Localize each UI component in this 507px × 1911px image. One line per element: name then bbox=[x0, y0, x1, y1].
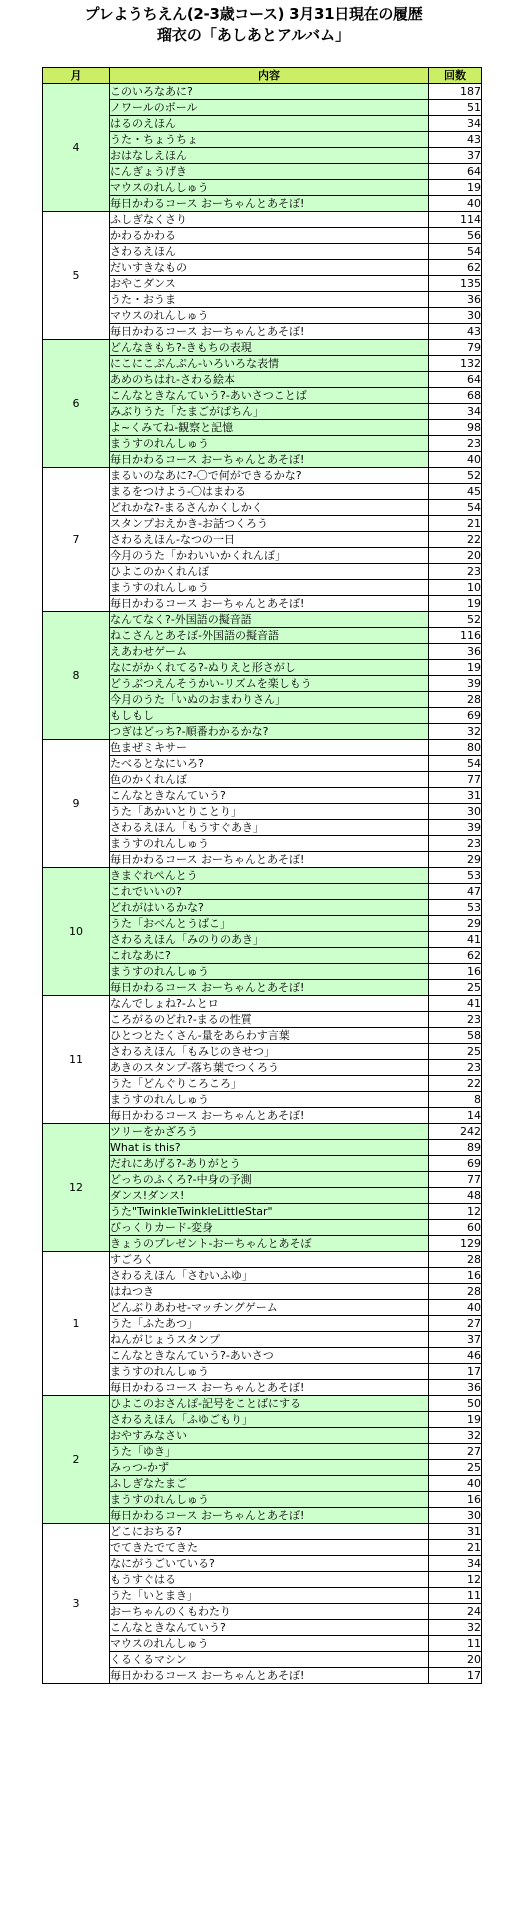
month-cell: 9 bbox=[43, 740, 110, 868]
content-cell: うた「ふたあつ」 bbox=[110, 1316, 429, 1332]
content-cell: 毎日かわるコース おーちゃんとあそぼ! bbox=[110, 196, 429, 212]
count-cell: 19 bbox=[429, 660, 482, 676]
table-row bbox=[43, 996, 482, 1012]
content-cell: こんなときなんていう?-あいさつ bbox=[110, 1348, 429, 1364]
count-cell: 62 bbox=[429, 948, 482, 964]
content-cell: はるのえほん bbox=[110, 116, 429, 132]
content-cell: まるをつけよう-〇はまわる bbox=[110, 484, 429, 500]
count-cell: 21 bbox=[429, 516, 482, 532]
count-cell: 132 bbox=[429, 356, 482, 372]
count-cell: 10 bbox=[429, 580, 482, 596]
content-cell: こんなときなんていう? bbox=[110, 1620, 429, 1636]
content-cell: うた「おべんとうばこ」 bbox=[110, 916, 429, 932]
content-cell: 色のかくれんぼ bbox=[110, 772, 429, 788]
content-cell: ひとつとたくさん-量をあらわす言葉 bbox=[110, 1028, 429, 1044]
content-cell: どれかな?-まるさんかくしかく bbox=[110, 500, 429, 516]
count-cell: 12 bbox=[429, 1572, 482, 1588]
content-cell: まるいのなあに?-〇で何ができるかな? bbox=[110, 468, 429, 484]
count-cell: 40 bbox=[429, 1476, 482, 1492]
content-cell: まうすのれんしゅう bbox=[110, 964, 429, 980]
count-cell: 40 bbox=[429, 452, 482, 468]
content-cell: さわるえほん「さむいふゆ」 bbox=[110, 1268, 429, 1284]
count-cell: 30 bbox=[429, 804, 482, 820]
count-cell: 52 bbox=[429, 612, 482, 628]
history-table bbox=[42, 67, 482, 1684]
count-cell: 25 bbox=[429, 1044, 482, 1060]
header-content: 内容 bbox=[110, 68, 429, 84]
count-cell: 52 bbox=[429, 468, 482, 484]
content-cell: どんなきもち?-きもちの表現 bbox=[110, 340, 429, 356]
count-cell: 23 bbox=[429, 564, 482, 580]
count-cell: 34 bbox=[429, 1556, 482, 1572]
content-cell: どんぶりあわせ-マッチングゲーム bbox=[110, 1300, 429, 1316]
count-cell: 36 bbox=[429, 1380, 482, 1396]
count-cell: 48 bbox=[429, 1188, 482, 1204]
table-row bbox=[43, 468, 482, 484]
count-cell: 30 bbox=[429, 308, 482, 324]
content-cell: これなあに? bbox=[110, 948, 429, 964]
content-cell: おやすみなさい bbox=[110, 1428, 429, 1444]
content-cell: 毎日かわるコース おーちゃんとあそぼ! bbox=[110, 596, 429, 612]
count-cell: 60 bbox=[429, 1220, 482, 1236]
table-row bbox=[43, 340, 482, 356]
page-title: プレようちえん(2-3歳コース) 3月31日現在の履歴 bbox=[84, 5, 423, 23]
content-cell: 毎日かわるコース おーちゃんとあそぼ! bbox=[110, 324, 429, 340]
content-cell: このいろなあに? bbox=[110, 84, 429, 100]
content-cell: もしもし bbox=[110, 708, 429, 724]
content-cell: ひよこのかくれんぼ bbox=[110, 564, 429, 580]
count-cell: 25 bbox=[429, 1460, 482, 1476]
table-row bbox=[43, 612, 482, 628]
count-cell: 187 bbox=[429, 84, 482, 100]
content-cell: 毎日かわるコース おーちゃんとあそぼ! bbox=[110, 452, 429, 468]
content-cell: きょうのプレゼント-おーちゃんとあそぼ bbox=[110, 1236, 429, 1252]
count-cell: 22 bbox=[429, 1076, 482, 1092]
count-cell: 53 bbox=[429, 900, 482, 916]
content-cell: さわるえほん「もみじのきせつ」 bbox=[110, 1044, 429, 1060]
count-cell: 39 bbox=[429, 820, 482, 836]
content-cell: みっつ-かず bbox=[110, 1460, 429, 1476]
count-cell: 89 bbox=[429, 1140, 482, 1156]
count-cell: 20 bbox=[429, 1652, 482, 1668]
count-cell: 114 bbox=[429, 212, 482, 228]
content-cell: あめのちはれ-さわる絵本 bbox=[110, 372, 429, 388]
content-cell: ツリーをかざろう bbox=[110, 1124, 429, 1140]
count-cell: 56 bbox=[429, 228, 482, 244]
count-cell: 34 bbox=[429, 116, 482, 132]
content-cell: マウスのれんしゅう bbox=[110, 308, 429, 324]
count-cell: 116 bbox=[429, 628, 482, 644]
count-cell: 54 bbox=[429, 500, 482, 516]
content-cell: きまぐれぺんとう bbox=[110, 868, 429, 884]
content-cell: 毎日かわるコース おーちゃんとあそぼ! bbox=[110, 1508, 429, 1524]
month-cell: 5 bbox=[43, 212, 110, 340]
count-cell: 129 bbox=[429, 1236, 482, 1252]
count-cell: 16 bbox=[429, 1492, 482, 1508]
count-cell: 8 bbox=[429, 1092, 482, 1108]
count-cell: 50 bbox=[429, 1396, 482, 1412]
content-cell: たべるとなにいろ? bbox=[110, 756, 429, 772]
count-cell: 40 bbox=[429, 196, 482, 212]
count-cell: 31 bbox=[429, 1524, 482, 1540]
content-cell: まうすのれんしゅう bbox=[110, 1092, 429, 1108]
table-row bbox=[43, 84, 482, 100]
count-cell: 80 bbox=[429, 740, 482, 756]
content-cell: みぶりうた「たまごがぱちん」 bbox=[110, 404, 429, 420]
content-cell: うた「どんぐりころころ」 bbox=[110, 1076, 429, 1092]
month-cell: 10 bbox=[43, 868, 110, 996]
count-cell: 77 bbox=[429, 772, 482, 788]
count-cell: 79 bbox=[429, 340, 482, 356]
content-cell: かわるかわる bbox=[110, 228, 429, 244]
content-cell: まうすのれんしゅう bbox=[110, 580, 429, 596]
content-cell: すごろく bbox=[110, 1252, 429, 1268]
count-cell: 64 bbox=[429, 164, 482, 180]
month-cell: 12 bbox=[43, 1124, 110, 1252]
content-cell: どれがはいるかな? bbox=[110, 900, 429, 916]
count-cell: 16 bbox=[429, 1268, 482, 1284]
count-cell: 43 bbox=[429, 132, 482, 148]
count-cell: 17 bbox=[429, 1364, 482, 1380]
month-cell: 6 bbox=[43, 340, 110, 468]
content-cell: うた"TwinkleTwinkleLittleStar" bbox=[110, 1204, 429, 1220]
content-cell: ふしぎなくさり bbox=[110, 212, 429, 228]
count-cell: 20 bbox=[429, 548, 482, 564]
header-month: 月 bbox=[43, 68, 110, 84]
content-cell: だいすきなもの bbox=[110, 260, 429, 276]
count-cell: 40 bbox=[429, 1300, 482, 1316]
count-cell: 62 bbox=[429, 260, 482, 276]
content-cell: なんてなく?-外国語の擬音語 bbox=[110, 612, 429, 628]
content-cell: つぎはどっち?-順番わかるかな? bbox=[110, 724, 429, 740]
count-cell: 17 bbox=[429, 1668, 482, 1684]
count-cell: 98 bbox=[429, 420, 482, 436]
count-cell: 29 bbox=[429, 916, 482, 932]
table-row bbox=[43, 1396, 482, 1412]
content-cell: くるくるマシン bbox=[110, 1652, 429, 1668]
content-cell: どっちのふくろ?-中身の予測 bbox=[110, 1172, 429, 1188]
count-cell: 21 bbox=[429, 1540, 482, 1556]
count-cell: 64 bbox=[429, 372, 482, 388]
content-cell: 今月のうた「かわいいかくれんぼ」 bbox=[110, 548, 429, 564]
count-cell: 32 bbox=[429, 724, 482, 740]
month-cell: 2 bbox=[43, 1396, 110, 1524]
count-cell: 28 bbox=[429, 1252, 482, 1268]
count-cell: 23 bbox=[429, 1012, 482, 1028]
content-cell: あきのスタンプ-落ち葉でつくろう bbox=[110, 1060, 429, 1076]
month-cell: 8 bbox=[43, 612, 110, 740]
content-cell: こんなときなんていう? bbox=[110, 788, 429, 804]
month-cell: 7 bbox=[43, 468, 110, 612]
header-row bbox=[43, 68, 482, 84]
count-cell: 30 bbox=[429, 1508, 482, 1524]
count-cell: 36 bbox=[429, 644, 482, 660]
count-cell: 28 bbox=[429, 1284, 482, 1300]
count-cell: 22 bbox=[429, 532, 482, 548]
count-cell: 45 bbox=[429, 484, 482, 500]
count-cell: 27 bbox=[429, 1316, 482, 1332]
count-cell: 54 bbox=[429, 244, 482, 260]
content-cell: でてきたでてきた bbox=[110, 1540, 429, 1556]
content-cell: 毎日かわるコース おーちゃんとあそぼ! bbox=[110, 1380, 429, 1396]
table-row bbox=[43, 212, 482, 228]
content-cell: ひよこのおさんぽ-記号をことばにする bbox=[110, 1396, 429, 1412]
count-cell: 41 bbox=[429, 932, 482, 948]
content-cell: にこにこぷんぷん-いろいろな表情 bbox=[110, 356, 429, 372]
count-cell: 69 bbox=[429, 708, 482, 724]
content-cell: だれにあげる?-ありがとう bbox=[110, 1156, 429, 1172]
content-cell: さわるえほん「もうすぐあき」 bbox=[110, 820, 429, 836]
count-cell: 31 bbox=[429, 788, 482, 804]
count-cell: 242 bbox=[429, 1124, 482, 1140]
content-cell: えあわせゲーム bbox=[110, 644, 429, 660]
count-cell: 23 bbox=[429, 436, 482, 452]
count-cell: 19 bbox=[429, 180, 482, 196]
count-cell: 27 bbox=[429, 1444, 482, 1460]
count-cell: 53 bbox=[429, 868, 482, 884]
count-cell: 69 bbox=[429, 1156, 482, 1172]
content-cell: さわるえほん「ふゆごもり」 bbox=[110, 1412, 429, 1428]
content-cell: 今月のうた「いぬのおまわりさん」 bbox=[110, 692, 429, 708]
content-cell: にんぎょうげき bbox=[110, 164, 429, 180]
count-cell: 16 bbox=[429, 964, 482, 980]
count-cell: 46 bbox=[429, 1348, 482, 1364]
table-row bbox=[43, 1124, 482, 1140]
count-cell: 54 bbox=[429, 756, 482, 772]
count-cell: 41 bbox=[429, 996, 482, 1012]
content-cell: どこにおちる? bbox=[110, 1524, 429, 1540]
count-cell: 25 bbox=[429, 980, 482, 996]
content-cell: こんなときなんていう?-あいさつことば bbox=[110, 388, 429, 404]
count-cell: 68 bbox=[429, 388, 482, 404]
content-cell: まうすのれんしゅう bbox=[110, 836, 429, 852]
content-cell: うた・ちょうちょ bbox=[110, 132, 429, 148]
content-cell: なにがかくれてる?-ぬりえと形さがし bbox=[110, 660, 429, 676]
count-cell: 29 bbox=[429, 852, 482, 868]
count-cell: 19 bbox=[429, 596, 482, 612]
count-cell: 24 bbox=[429, 1604, 482, 1620]
content-cell: マウスのれんしゅう bbox=[110, 180, 429, 196]
content-cell: うた「あかいとりことり」 bbox=[110, 804, 429, 820]
content-cell: はねつき bbox=[110, 1284, 429, 1300]
count-cell: 135 bbox=[429, 276, 482, 292]
content-cell: さわるえほん-なつの一日 bbox=[110, 532, 429, 548]
count-cell: 23 bbox=[429, 836, 482, 852]
count-cell: 11 bbox=[429, 1588, 482, 1604]
month-cell: 1 bbox=[43, 1252, 110, 1396]
content-cell: スタンプおえかき-お話つくろう bbox=[110, 516, 429, 532]
count-cell: 23 bbox=[429, 1060, 482, 1076]
content-cell: うた「いとまき」 bbox=[110, 1588, 429, 1604]
content-cell: 色まぜミキサー bbox=[110, 740, 429, 756]
content-cell: ふしぎなたまご bbox=[110, 1476, 429, 1492]
table-row bbox=[43, 868, 482, 884]
count-cell: 36 bbox=[429, 292, 482, 308]
count-cell: 14 bbox=[429, 1108, 482, 1124]
count-cell: 11 bbox=[429, 1636, 482, 1652]
count-cell: 32 bbox=[429, 1428, 482, 1444]
page-subtitle: 瑠衣の「あしあとアルバム」 bbox=[156, 26, 351, 44]
content-cell: なんでしょね?-ムとロ bbox=[110, 996, 429, 1012]
table-row bbox=[43, 740, 482, 756]
content-cell: よ~くみてね-観察と記憶 bbox=[110, 420, 429, 436]
history-body bbox=[43, 84, 482, 1684]
content-cell: まうすのれんしゅう bbox=[110, 1492, 429, 1508]
content-cell: ねこさんとあそぼ-外国語の擬音語 bbox=[110, 628, 429, 644]
table-row bbox=[43, 1252, 482, 1268]
content-cell: おやこダンス bbox=[110, 276, 429, 292]
content-cell: どうぶつえんそうかい-リズムを楽しもう bbox=[110, 676, 429, 692]
content-cell: さわるえほん「みのりのあき」 bbox=[110, 932, 429, 948]
content-cell: マウスのれんしゅう bbox=[110, 1636, 429, 1652]
month-cell: 11 bbox=[43, 996, 110, 1124]
content-cell: 毎日かわるコース おーちゃんとあそぼ! bbox=[110, 852, 429, 868]
content-cell: ねんがじょうスタンプ bbox=[110, 1332, 429, 1348]
content-cell: 毎日かわるコース おーちゃんとあそぼ! bbox=[110, 980, 429, 996]
header-count: 回数 bbox=[429, 68, 482, 84]
content-cell: さわるえほん bbox=[110, 244, 429, 260]
content-cell: うた「ゆき」 bbox=[110, 1444, 429, 1460]
count-cell: 37 bbox=[429, 1332, 482, 1348]
content-cell: What is this? bbox=[110, 1140, 429, 1156]
content-cell: まうすのれんしゅう bbox=[110, 1364, 429, 1380]
count-cell: 51 bbox=[429, 100, 482, 116]
content-cell: ノワールのボール bbox=[110, 100, 429, 116]
count-cell: 34 bbox=[429, 404, 482, 420]
count-cell: 58 bbox=[429, 1028, 482, 1044]
month-cell: 3 bbox=[43, 1524, 110, 1684]
count-cell: 37 bbox=[429, 148, 482, 164]
month-cell: 4 bbox=[43, 84, 110, 212]
content-cell: ころがるのどれ?-まるの性質 bbox=[110, 1012, 429, 1028]
content-cell: おはなしえほん bbox=[110, 148, 429, 164]
content-cell: おーちゃんのくもわたり bbox=[110, 1604, 429, 1620]
count-cell: 43 bbox=[429, 324, 482, 340]
content-cell: 毎日かわるコース おーちゃんとあそぼ! bbox=[110, 1668, 429, 1684]
content-cell: これでいいの? bbox=[110, 884, 429, 900]
count-cell: 47 bbox=[429, 884, 482, 900]
content-cell: まうすのれんしゅう bbox=[110, 436, 429, 452]
content-cell: もうすぐはる bbox=[110, 1572, 429, 1588]
count-cell: 19 bbox=[429, 1412, 482, 1428]
count-cell: 12 bbox=[429, 1204, 482, 1220]
content-cell: びっくりカード-変身 bbox=[110, 1220, 429, 1236]
count-cell: 32 bbox=[429, 1620, 482, 1636]
content-cell: うた・おうま bbox=[110, 292, 429, 308]
table-row bbox=[43, 1524, 482, 1540]
content-cell: なにがうごいている? bbox=[110, 1556, 429, 1572]
content-cell: 毎日かわるコース おーちゃんとあそぼ! bbox=[110, 1108, 429, 1124]
count-cell: 28 bbox=[429, 692, 482, 708]
count-cell: 39 bbox=[429, 676, 482, 692]
content-cell: ダンス!ダンス! bbox=[110, 1188, 429, 1204]
count-cell: 77 bbox=[429, 1172, 482, 1188]
